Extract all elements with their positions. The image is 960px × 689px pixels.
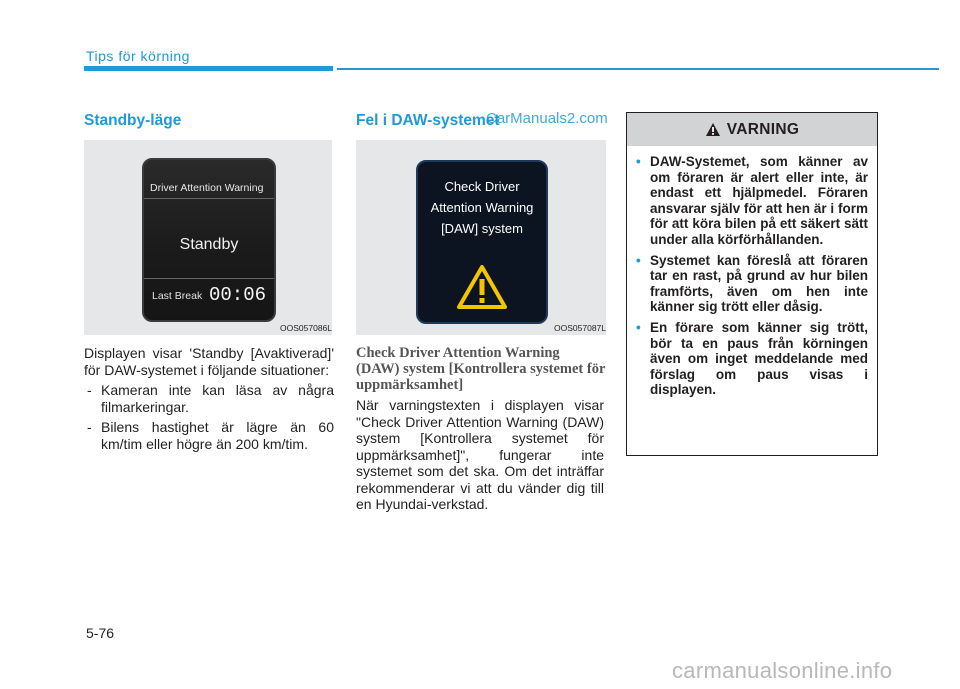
daw-body xyxy=(356,397,604,513)
header-rule-thick xyxy=(84,66,333,71)
daw-subheading: Check Driver Attention Warning (DAW) system [Kontrollera systemet för uppmärksamhet] xyxy=(356,345,606,393)
daw-paragraph: När varningstexten i displayen visar "Check Driver Attention Warning (DAW) system [Kontrollera systemet för uppmärksamhet]", fungerar inte systemet som det ska. Om det inträffar rekommenderar vi att du vänder dig till en Hyundai-verkstad. xyxy=(356,397,604,512)
screen-break-label: Last Break xyxy=(152,290,203,302)
warning-icon xyxy=(705,122,721,137)
daw-warning-screen xyxy=(416,160,548,324)
standby-body xyxy=(84,345,334,456)
standby-figure xyxy=(84,140,332,335)
bullet-icon: • xyxy=(636,252,641,268)
warning-list xyxy=(627,154,877,398)
standby-paragraph: Displayen visar 'Standby [Avaktiverad]' för DAW-systemet i följande situationer: xyxy=(84,345,334,378)
standby-display-screen xyxy=(142,158,276,322)
bullet-icon: • xyxy=(636,154,641,169)
daw-fault-figure xyxy=(356,140,606,335)
standby-list xyxy=(84,382,334,452)
watermark-text: CarManuals2.com xyxy=(486,110,608,127)
figure-code: OOS057087L xyxy=(554,323,606,333)
warning-item: • Systemet kan föreslå att föraren tar en rast, på grund av hur bilen framförts, även om hen inte känner sig trött eller dåsig. xyxy=(636,252,868,315)
screen-title: Driver Attention Warning xyxy=(150,182,264,194)
warning-title: VARNING xyxy=(726,120,800,138)
list-item: - Kameran inte kan läsa av några filmarkeringar. xyxy=(84,382,334,415)
screen-divider xyxy=(144,198,274,199)
warning-box xyxy=(626,112,878,456)
footer-watermark: carmanualsonline.info xyxy=(672,658,893,683)
standby-section-title: Standby-läge xyxy=(84,112,182,129)
screen-line: Attention Warning xyxy=(430,200,534,215)
warning-item: • En förare som känner sig trött, bör ta en paus från körningen även om inget meddelande med förslag om paus visas i displayen. xyxy=(636,319,868,398)
header-rule-thin xyxy=(337,68,939,70)
warning-triangle-icon xyxy=(456,264,508,310)
daw-fault-section-title: Fel i DAW-systemet xyxy=(356,112,500,129)
figure-code: OOS057086L xyxy=(280,323,332,333)
list-item: - Bilens hastighet är lägre än 60 km/tim eller högre än 200 km/tim. xyxy=(84,419,334,452)
screen-divider xyxy=(144,278,274,279)
page-number: 5-76 xyxy=(86,625,115,641)
warning-header xyxy=(627,113,877,146)
screen-line: Check Driver xyxy=(444,179,520,194)
screen-time: 00:06 xyxy=(208,284,266,306)
warning-item: • DAW-Systemet, som känner av om föraren är alert eller inte, är endast ett hjälpmedel. Föraren ansvarar själv för att hen är i form för att köra bilen på ett säkert sätt under alla körförhållanden. xyxy=(636,154,868,247)
screen-line: [DAW] system xyxy=(441,221,523,236)
section-header-title: Tips för körning xyxy=(86,48,190,64)
screen-message xyxy=(418,176,546,239)
bullet-icon: • xyxy=(636,319,641,335)
screen-status: Standby xyxy=(179,236,239,253)
